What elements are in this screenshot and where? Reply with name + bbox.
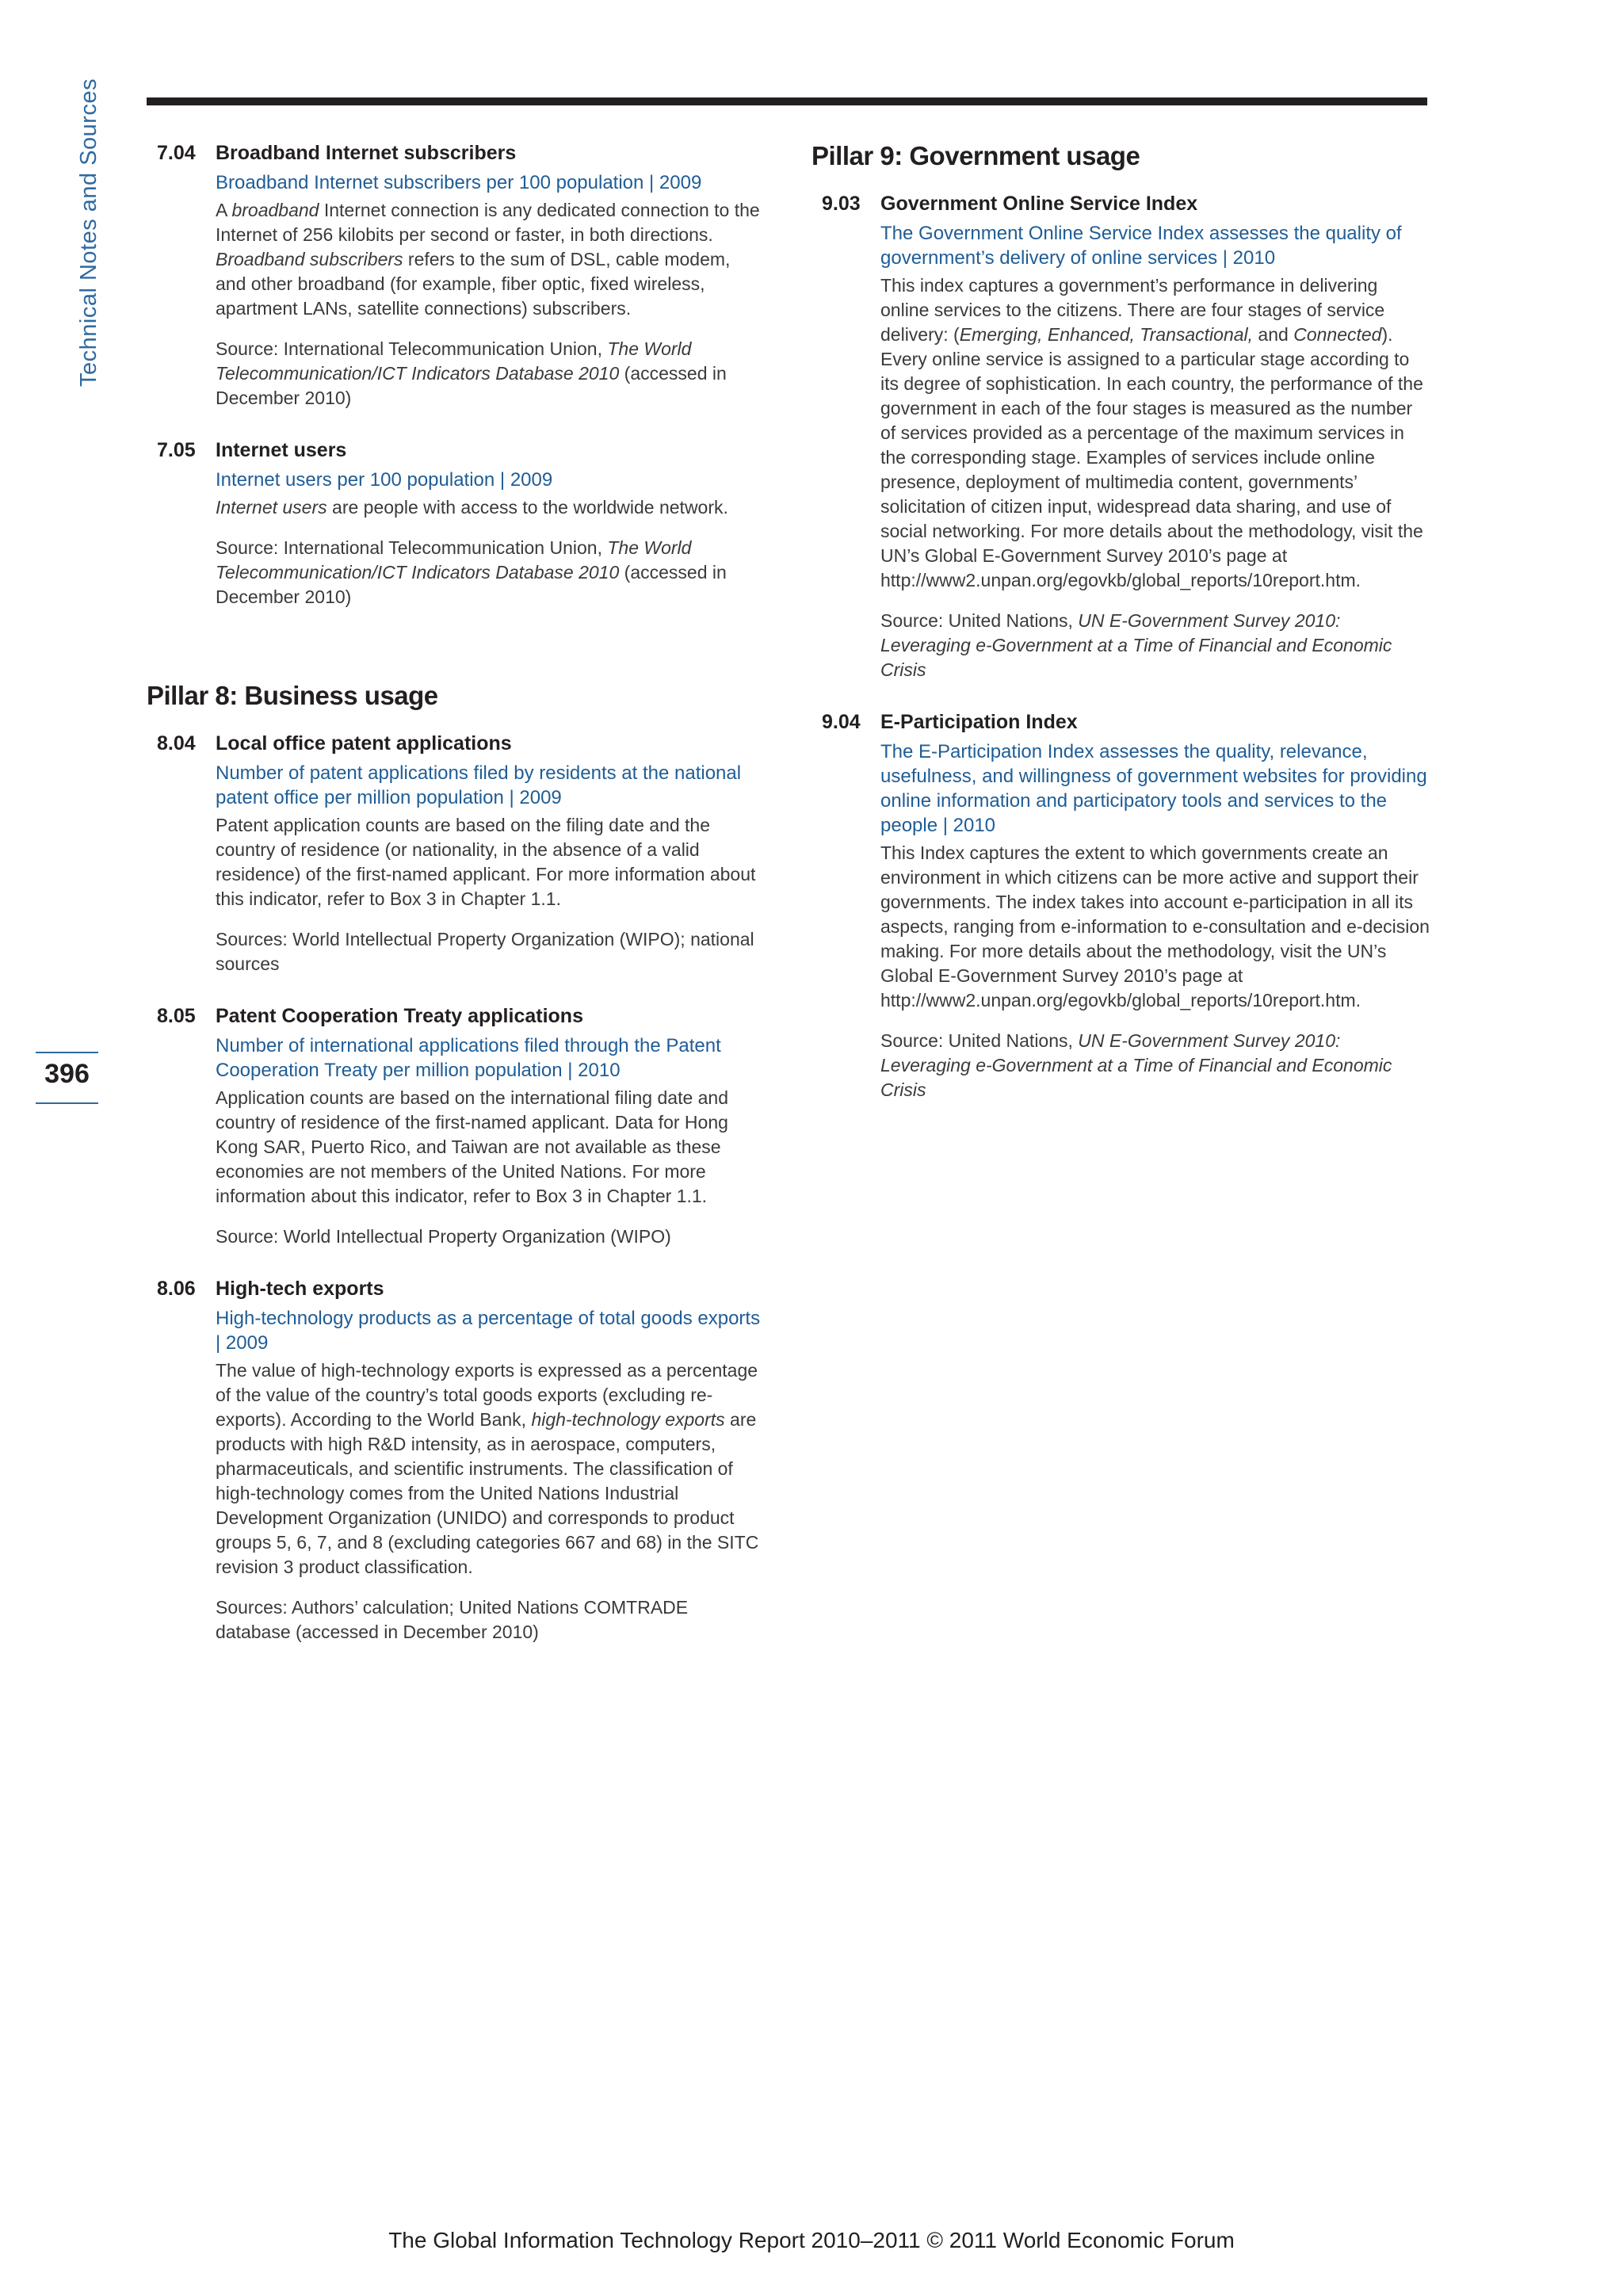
left-column [147,141,765,1645]
entry-source: Source: International Telecommunication Union, The World Telecommunication/ICT Indicators Database 2010 (accessed in December 2010) [216,537,727,607]
entry-source: Source: United Nations, UN E-Government Survey 2010: Leveraging e-Government at a Time of Financial and Economic Crisis [880,610,1392,680]
entry-title: High-tech exports [216,1278,384,1300]
right-column [812,141,1430,1102]
entry-subtitle: The Government Online Service Index assesses the quality of government’s delivery of online services | 2010 [880,223,1402,269]
entry-description: This Index captures the extent to which governments create an environment in which citizens can be more active and support their governments. The index takes into account e-participation in all its aspects, ranging from e-information to e-consultation and e-decision making. For more details about the methodology, visit the UN’s Global E-Government Survey 2010’s page at http://www2.unpan.org/egovkb/global_reports/10report.htm. [880,842,1430,1010]
entry-9-03 [812,192,1430,682]
entry-number: 7.05 [157,439,196,461]
entry-description: A broadband Internet connection is any dedicated connection to the Internet of 256 kilobits per second or faster, in both directions. Broadband subscribers refers to the sum of DSL, cable modem, and other broadband (for example, fiber optic, fixed wireless, apartment LANs, satellite connections) subscribers. [216,200,760,319]
entry-subtitle: Broadband Internet subscribers per 100 population | 2009 [216,172,702,193]
entry-subtitle: Internet users per 100 population | 2009 [216,469,553,491]
entry-number: 9.03 [822,193,861,215]
entry-8-05 [147,1004,765,1249]
entry-7-05 [147,438,765,609]
entry-number: 8.05 [157,1005,196,1027]
entry-description: Application counts are based on the international filing date and country of residence of the first-named applicant. Data for Hong Kong SAR, Puerto Rico, and Taiwan are not available as these economies are not members of the United Nations. For more information about this indicator, refer to Box 3 in Chapter 1.1. [216,1087,729,1206]
top-rule [147,97,1427,105]
entry-subtitle: Number of international applications filed through the Patent Cooperation Treaty per million population | 2010 [216,1035,721,1081]
entry-number: 8.06 [157,1278,196,1300]
entry-9-04 [812,710,1430,1102]
entry-source: Sources: Authors’ calculation; United Nations COMTRADE database (accessed in December 2010) [216,1597,689,1642]
entry-number: 9.04 [822,711,861,733]
entry-8-04 [147,732,765,976]
entry-source: Source: World Intellectual Property Organization (WIPO) [216,1226,671,1247]
entry-source: Source: United Nations, UN E-Government Survey 2010: Leveraging e-Government at a Time of Financial and Economic Crisis [880,1030,1392,1100]
page-number-rule-top [36,1052,98,1053]
entry-description: Patent application counts are based on the filing date and the country of residence (or nationality, in the absence of a valid residence) of the first-named applicant. For more information about this indicator, refer to Box 3 in Chapter 1.1. [216,815,756,909]
entry-description: The value of high-technology exports is expressed as a percentage of the value of the country’s total goods exports (excluding re-exports). According to the World Bank, high-technology exports are products with high R&D intensity, as in aerospace, computers, pharmaceuticals, and scientific instruments. The classification of high-technology comes from the United Nations Industrial Development Organization (UNIDO) and corresponds to product groups 5, 6, 7, and 8 (excluding categories 667 and 68) in the SITC revision 3 product classification. [216,1360,759,1577]
entry-subtitle: Number of patent applications filed by residents at the national patent office per million population | 2009 [216,762,742,808]
entry-source: Source: International Telecommunication Union, The World Telecommunication/ICT Indicators Database 2010 (accessed in December 2010) [216,338,727,408]
entry-subtitle: High-technology products as a percentage of total goods exports | 2009 [216,1308,761,1354]
entry-subtitle: The E-Participation Index assesses the quality, relevance, usefulness, and willingness of government websites for providing online information and participatory tools and services to the people | 2010 [880,741,1427,836]
entry-title: Broadband Internet subscribers [216,142,517,164]
entry-description: Internet users are people with access to the worldwide network. [216,497,728,518]
pillar-8-heading: Pillar 8: Business usage [147,681,438,710]
entry-7-04 [147,141,765,411]
entry-source: Sources: World Intellectual Property Organization (WIPO); national sources [216,929,754,974]
section-side-label: Technical Notes and Sources [76,78,101,387]
entry-number: 7.04 [157,142,196,164]
entry-title: Patent Cooperation Treaty applications [216,1005,583,1027]
entry-title: Local office patent applications [216,732,512,755]
entry-title: Government Online Service Index [880,193,1198,215]
entry-title: E-Participation Index [880,711,1078,733]
entry-title: Internet users [216,439,347,461]
entry-8-06 [147,1277,765,1645]
page-number-rule-bottom [36,1102,98,1104]
page-number: 396 [44,1059,90,1089]
entry-number: 8.04 [157,732,196,755]
page-footer: The Global Information Technology Report 2010–2011 © 2011 World Economic Forum [388,2228,1235,2252]
pillar-9-heading: Pillar 9: Government usage [812,141,1140,170]
entry-description: This index captures a government’s performance in delivering online services to the citizens. There are four stages of service delivery: (Emerging, Enhanced, Transactional, and Connected). Every online service is assigned to a particular stage according to its degree of sophistication. In each country, the performance of the government in each of the four stages is measured as the number of services provided as a percentage of the maximum services in the corresponding stage. Examples of services include online presence, deployment of multimedia content, governments’ solicitation of citizen input, widespread data sharing, and use of social networking. For more details about the methodology, visit the UN’s Global E-Government Survey 2010’s page at http://www2.unpan.org/egovkb/global_reports/10report.htm. [880,275,1423,590]
